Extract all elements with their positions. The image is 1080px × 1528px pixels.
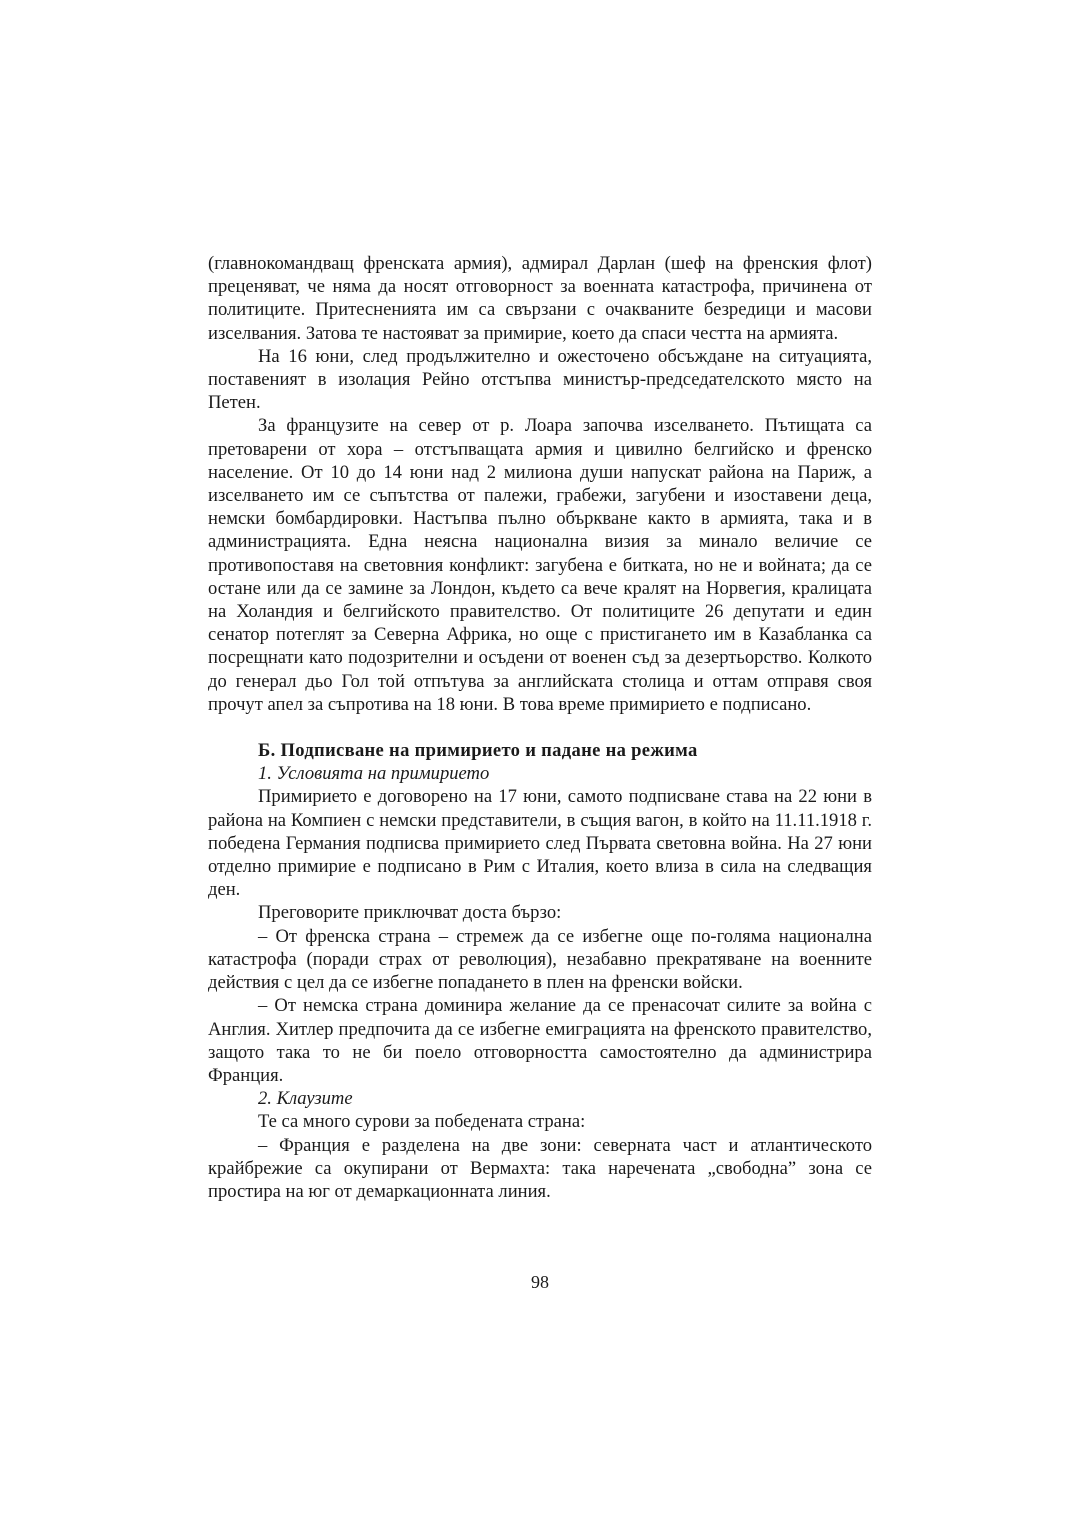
subsection-heading-1: 1. Условията на примирието xyxy=(258,763,490,785)
paragraph: На 16 юни, след продължително и ожесточено обсъждане на ситуацията, поставеният в изолация Рейно отстъпва министър-председателското място на Петен. xyxy=(208,345,872,414)
page-number: 98 xyxy=(531,1272,549,1292)
paragraph: Те са много сурови за победената страна: xyxy=(258,1111,586,1133)
paragraph: – От немска страна доминира желание да се пренасочат силите за война с Англия. Хитлер предпочита да се избегне емиграцията на френското правителство, защото така то не би поело отговорността самостоятелно да администрира Франция. xyxy=(208,995,872,1086)
paragraph: За французите на север от р. Лоара започва изселването. Пътищата са претоварени от хора – отстъпващата армия и цивилно белгийско и френско население. От 10 до 14 юни над 2 милиона души напускат района на Париж, а изселването им се съпътства от палежи, грабежи, загубени и изоставени деца, немски бомбардировки. Настъпва пълно объркване както в армията, така и в администрацията. Една неясна национална визия за минало величие се противопоставя на световния конфликт: загубена е битката, но не и войната; да се остане или да се замине за Лондон, където са вече кралят на Норвегия, кралицата на Холандия и белгийското правителство. От политиците 26 депутати и един сенатор потеглят за Северна Африка, но още с пристигането им в Казабланка са посрещнати като подозрителни и осъдени от военен съд за дезертьорство. Колкото до генерал дьо Гол той отпътува за английската столица и оттам отправя своя прочут апел за съпротива на 18 юни. В това време примирието е подписано. xyxy=(208,415,872,715)
paragraph: Примирието е договорено на 17 юни, самото подписване става на 22 юни в района на Компиен с немски представители, в същия вагон, в който на 11.11.1918 г. победена Германия подписва примирието след Първата световна война. На 27 юни отделно примирие е подписано в Рим с Италия, което влиза в сила на следващия ден. xyxy=(208,786,872,901)
paragraph: – От френска страна – стремеж да се избегне още по-голяма национална катастрофа (поради страх от революция), незабавно прекратяване на военните действия с цел да се избегне попадането в плен на френски войски. xyxy=(208,925,872,994)
paragraph: (главнокомандващ френската армия), адмирал Дарлан (шеф на френския флот) преценяват, че няма да носят отговорност за военната катастрофа, причинена от политиците. Притесненията им са свързани с очакваните безредици и масови изселвания. Затова те настояват за примирие, което да спаси честта на армията. xyxy=(208,253,872,344)
subsection-heading-2: 2. Клаузите xyxy=(258,1088,353,1110)
section-heading: Б. Подписване на примирието и падане на режима xyxy=(258,740,698,762)
paragraph: – Франция е разделена на две зони: северната част и атлантическото крайбрежие са окупирани от Вермахта: така наречената „свободна” зона се простира на юг от демаркационната линия. xyxy=(208,1134,872,1202)
paragraph: Преговорите приключват доста бързо: xyxy=(258,902,562,924)
body-text xyxy=(208,252,872,1203)
